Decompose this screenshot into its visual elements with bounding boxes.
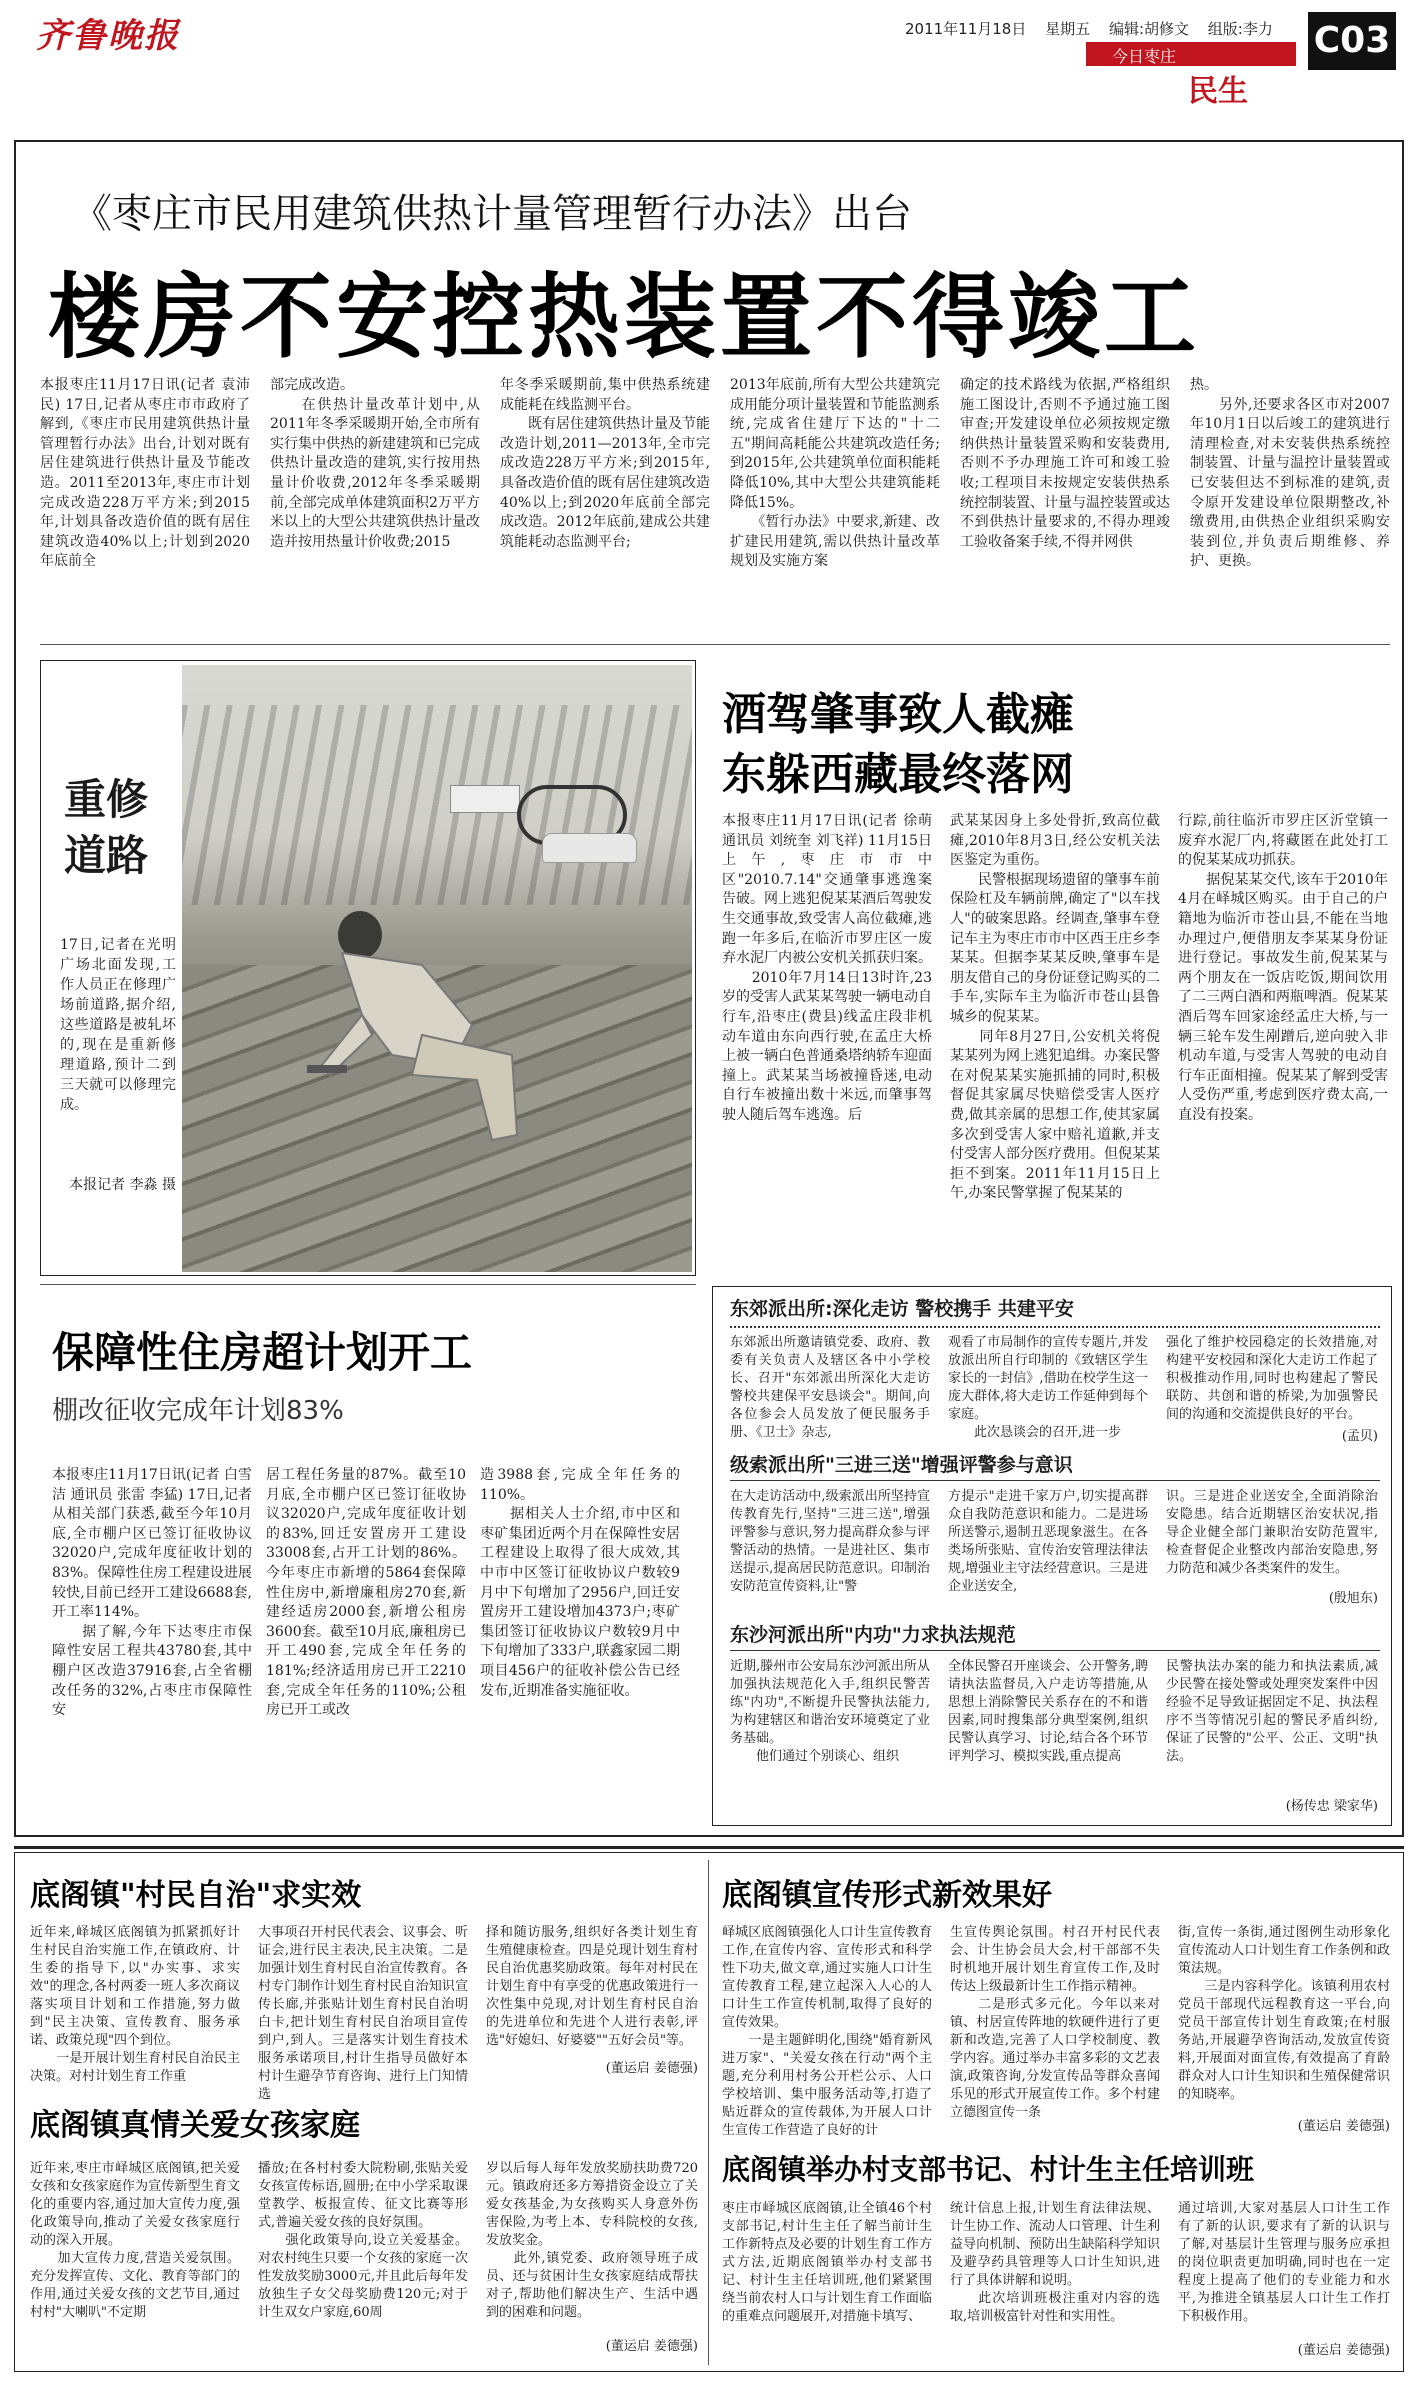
- bottom-c-col-2: 生宣传舆论氛围。村召开村民代表会、计生协会员大会,村干部部不失时机地开展计划生育宣传工作,及时传达上级最新计生工作指示精神。 二是形式多元化。今年以来对镇、村居宣传阵地的软硬件进行了更新和改造,完善了人口学校制度、教学内容。通过举办丰富多彩的文艺表演,政策咨询,分发宣传品等群众喜闻乐见的形式开展宣传工作。多个村建立德图宣传一条: [950, 1925, 1160, 2120]
- police-head-dongjiao: 东郊派出所:深化走访 警校携手 共建平安: [730, 1298, 1074, 1320]
- drunk-headline-line-1: 酒驾肇事致人截瘫: [722, 689, 1074, 740]
- lead-headline: 楼房不安控热装置不得竣工: [48, 264, 1201, 371]
- bottom-b-col-1: 近年来,枣庄市峄城区底阁镇,把关爱女孩和女孩家庭作为宣传新型生育文化的重要内容,通过加大宣传力度,强化政策导向,推动了关爱女孩家庭行动的深入开展。 加大宣传力度,营造关爱氛围。充分发挥宣传、文化、教育等部门的作用,通过关爱女孩的文艺节目,通过村村"大喇叭"不定期: [30, 2161, 240, 2320]
- issue-date: 2011年11月18日: [905, 20, 1027, 38]
- bottom-a-byline: (董运启 姜德强): [605, 2061, 698, 2076]
- housing-col-2: 居工程任务量的87%。截至10月底,全市棚户区已签订征收协议32020户,完成年度征收计划的83%,回迁安置房开工建设33008套,占开工计划的86%。今年枣庄市新增的5864套保障性住房中,新增廉租房270套,新建经适房2000套,新增公租房3600套。截至10月底,廉租房已开工490套,完成全年任务的181%;经济适用房已开工2210套,完成全年任务的110%;公租房已开工或改: [266, 1467, 466, 1719]
- drunk-headline-line-2: 东躲西藏最终落网: [722, 749, 1074, 800]
- photo-story-title: 重修道路: [64, 775, 149, 880]
- bottom-d-byline: (董运启 姜德强): [1297, 2343, 1390, 2358]
- lead-col-1: 本报枣庄11月17日讯(记者 袁沛民) 17日,记者从枣庄市市政府了解到,《枣庄市民用建筑供热计量管理暂行办法》出台,计划对既有居住建筑进行供热计量及节能改造。2011至2013年,枣庄市计划完成改造228万平方米;到2015年,计划具备改造价值的既有居住建筑改造40%以上;计划到2020年底前全: [40, 377, 250, 570]
- editor-credit: 编辑:胡修文: [1108, 20, 1189, 38]
- photo-worker: [302, 905, 532, 1155]
- bottom-column-divider: [708, 1860, 709, 2365]
- photo-caption: 17日,记者在光明广场北面发现,工作人员正在修理广场前道路,据介绍,这些道路是被轧坏的,现在是重新修理道路,预计二到三天就可以修理完成。: [60, 937, 176, 1113]
- photo-car: [542, 833, 637, 863]
- police-dongshahe-col-3: 民警执法办案的能力和执法素质,减少民警在接处警或处理突发案件中因经验不足导致证据固定不足、执法程序不当等情况引起的警民矛盾纠纷,保证了民警的"公平、公正、文明"执法。: [1166, 1659, 1378, 1764]
- edition-bar: 今日枣庄: [1086, 42, 1296, 66]
- bottom-d-col-3: 通过培训,大家对基层人口计生工作有了新的认识,要求有了新的认识与了解,对基层计生管理与服务应承担的岗位职责更加明确,同时也在一定程度上提高了他们的专业能力和水平,为推进全镇基层人口计生工作打下积极作用。: [1178, 2201, 1390, 2324]
- police-dongjiao-col-3: 强化了维护校园稳定的长效措施,对构建平安校园和深化大走访工作起了积极推动作用,同时也构建起了警民联防、共创和谐的桥梁,为加强警民间的沟通和交流提供良好的平台。: [1166, 1335, 1378, 1422]
- news-photo-road-repair: [182, 665, 692, 1272]
- issue-meta: [905, 18, 1287, 39]
- police-dongshahe-col-1: 近期,滕州市公安局东沙河派出所从加强执法规范化入手,组织民警苦练"内功",不断提升民警执法能力,为构建辖区和谐治安环境奠定了业务基础。 他们通过个别谈心、组织: [730, 1659, 930, 1764]
- police-underline-3: [730, 1650, 1380, 1651]
- drunk-col-2: 武某某因身上多处骨折,致高位截瘫,2010年8月3日,经公安机关法医鉴定为重伤。 民警根据现场遗留的肇事车前保险杠及车辆前牌,确定了"以车找人"的破案思路。经调查,肇事车登记车主为枣庄市市中区西王庄乡李某某。但据李某某反映,肇事车是朋友借自己的身份证登记购买的二手车,实际车主为临沂市苍山县鲁城乡的倪某某。 同年8月27日,公安机关将倪某某列为网上逃犯追缉。办案民警在对倪某某实施抓捕的同时,积极督促其家属尽快赔偿受害人医疗费,做其亲属的思想工作,使其家属多次到受害人家中赔礼道歉,并支付受害人部分医疗费用。但倪某某拒不到案。2011年11月15日上午,办案民警掌握了倪某某的: [950, 813, 1160, 1202]
- bottom-c-col-1: 峄城区底阁镇强化人口计生宣传教育工作,在宣传内容、宣传形式和科学性下功夫,做文章,通过实施人口计生宣传教育工程,建立起深入人心的人口计生工作宣传机制,取得了良好的宣传效果。 一是主题鲜明化,围绕"婚育新风进万家"、"关爱女孩在行动"两个主题,充分利用村务公开栏公示、人口学校培训、集中服务活动等,打造了贴近群众的宣传载体,为开展人口计生宣传工作营造了良好的计: [722, 1925, 932, 2138]
- photo-credit: 本报记者 李淼 摄: [69, 1177, 176, 1193]
- bottom-a-headline: 底阁镇"村民自治"求实效: [30, 1878, 362, 1913]
- page-number: C03: [1308, 12, 1396, 70]
- bottom-d-col-2: 统计信息上报,计划生育法律法规、计生协工作、流动人口管理、计生利益导向机制、预防出生缺陷科学知识及避孕药具管理等人口计生知识,进行了具体讲解和说明。 此次培训班极注重对内容的选取,培训极富针对性和实用性。: [950, 2201, 1160, 2324]
- lead-col-6: 热。 另外,还要求各区市对2007年10月1日以后竣工的建筑进行清理检查,对未安装供热系统控制装置、计量与温控计量装置或已安装但达不到标准的建筑,责令原开发建设单位限期整改,补缴费用,由供热企业组织采购安装到位,并负责后期维修、养护、更换。: [1190, 377, 1390, 570]
- bottom-b-col-3: 岁以后每人每年发放奖励扶助费720元。镇政府还多方筹措资金设立了关爱女孩基金,为女孩购买人身意外伤害保险,为考上本、专科院校的女孩,发放奖金。 此外,镇党委、政府领导班子成员、还与贫困计生女孩家庭结成帮扶对子,帮助他们解决生产、生活中遇到的困难和问题。: [486, 2161, 698, 2320]
- bottom-a-col-2: 大事项召开村民代表会、议事会、听证会,进行民主表决,民主决策。二是加强计划生育村民自治宣传教育。各村专门制作计划生育村民自治知识宣传长廊,并张贴计划生育村民自治明白卡,把计划生育村民自治项目宣传到户,到人。三是落实计划生育技术服务承诺项目,村计生指导员做好本村计生避孕节育咨询、进行上门知情选: [258, 1925, 468, 2102]
- lead-col-2: 部完成改造。 在供热计量改革计划中,从2011年冬季采暖期开始,全市所有实行集中供热的新建建筑和已完成供热计量改造的建筑,实行按用热量计价收费,2012年冬季采暖期前,全部完成单体建筑面积2万平方米以上的大型公共建筑供热计量改造并按用热量计价收费;2015: [270, 377, 480, 550]
- bottom-top-rule: [14, 1846, 1404, 1849]
- bottom-b-headline: 底阁镇真情关爱女孩家庭: [30, 2108, 360, 2143]
- police-dongjiao-col-1: 东郊派出所邀请镇党委、政府、教委有关负责人及辖区各中小学校长、召开"东郊派出所深化大走访警校共建保平安恳谈会"。期间,向各位参会人员发放了便民服务手册、《卫士》杂志,: [730, 1335, 930, 1440]
- section-name: 民生: [1188, 74, 1248, 109]
- housing-top-rule: [40, 1284, 696, 1285]
- housing-headline: 保障性住房超计划开工: [52, 1328, 473, 1377]
- police-jisuo-col-2: 方提示"走进千家万户,切实提高群众自我防范意识和能力。二是进场所送警示,遏制丑恶现象滋生。在各类场所张贴、宣传治安管理法律法规,增强业主守法经营意识。三是进企业送安全,: [948, 1489, 1148, 1594]
- bottom-d-headline: 底阁镇举办村支部书记、村计生主任培训班: [722, 2153, 1255, 2186]
- police-jisuo-col-3: 识。三是进企业送安全,全面消除治安隐患。结合近期辖区治安状况,指导企业健全部门兼职治安防范置牢,检查督促企业整改内部治安隐患,努力防范和减少各类案件的发生。: [1166, 1489, 1378, 1576]
- newspaper-logo: 齐鲁晚报: [36, 16, 180, 56]
- masthead: [0, 0, 1417, 115]
- housing-subhead: 棚改征收完成年计划83%: [52, 1396, 344, 1426]
- lead-kicker: 《枣庄市民用建筑供热计量管理暂行办法》出台: [72, 191, 912, 237]
- lead-divider: [40, 644, 1390, 645]
- bottom-a-col-1: 近年来,峄城区底阁镇为抓紧抓好计生村民自治实施工作,在镇政府、计生委的指导下,以"办实事、求实效"的理念,各村两委一班人多次商议落实项目计划和工作措施,努力做到"民主决策、宣传教育、服务承诺、政策兑现"四个到位。 一是开展计划生育村民自治民主决策。对村计划生育工作重: [30, 1925, 240, 2084]
- police-dongshahe-byline: (杨传忠 梁家华): [1285, 1799, 1378, 1814]
- police-dongjiao-byline: (孟贝): [1341, 1429, 1378, 1444]
- police-head-jisuo: 级索派出所"三进三送"增强评警参与意识: [730, 1454, 1073, 1476]
- bottom-d-col-1: 枣庄市峄城区底阁镇,让全镇46个村支部书记,村计生主任了解当前计生工作新特点及必要的计划生育工作方式方法,近期底阁镇举办村支部书记、村计生主任培训班,他们紧紧围绕当前农村人口与计划生育工作面临的重难点问题展开,对措施卡填写、: [722, 2201, 932, 2324]
- police-underline-2: [730, 1480, 1380, 1481]
- housing-col-3: 造3988套,完成全年任务的110%。 据相关人士介绍,市中区和枣矿集团近两个月在保障性安居工程建设上取得了很大成效,其中市中区签订征收协议户数较9月中下旬增加了2956户,回迁安置房开工建设增加4373户;枣矿集团签订征收协议户数较9月中下旬增加了333户,联鑫家园二期项目456户的征收补偿公告已经发布,近期准备实施征收。: [480, 1467, 680, 1699]
- layout-credit: 组版:李力: [1207, 20, 1273, 38]
- photo-sign: [450, 785, 520, 813]
- lead-col-3: 年冬季采暖期前,集中供热系统建成能耗在线监测平台。 既有居住建筑供热计量及节能改造计划,2011—2013年,全市完成改造228万平方米;到2015年,具备改造价值的既有居住建筑改造40%以上;到2020年底前全部完成改造。2012年底前,建成公共建筑能耗动态监测平台;: [500, 377, 710, 550]
- housing-col-1: 本报枣庄11月17日讯(记者 白雪洁 通讯员 张雷 李猛) 17日,记者从相关部门获悉,截至今年10月底,全市棚户区已签订征收协议32020户,完成年度征收计划的83%。保障性住房工程建设进展较快,目前已经开工建设6688套,开工率114%。 据了解,今年下达枣庄市保障性安居工程共43780套,其中棚户区改造37916套,占全省棚改任务的32%,占枣庄市保障性安: [52, 1467, 252, 1719]
- police-dongshahe-col-2: 全体民警召开座谈会、公开警务,聘请执法监督员,入户走访等措施,从思想上消除警民关系存在的不和谐因素,同时搜集部分典型案例,组织民警认真学习、讨论,结合各个环节评判学习、模拟实践,重点提高: [948, 1659, 1148, 1764]
- police-dongjiao-col-2: 观看了市局制作的宣传专题片,并发放派出所自行印制的《致辖区学生家长的一封信》,借助在校学生这一庞大群体,将大走访工作延伸到每个家庭。 此次恳谈会的召开,进一步: [948, 1335, 1148, 1440]
- bottom-c-byline: (董运启 姜德强): [1297, 2119, 1390, 2134]
- police-jisuo-byline: (殷旭东): [1328, 1591, 1378, 1606]
- bottom-b-byline: (董运启 姜德强): [605, 2339, 698, 2354]
- issue-weekday: 星期五: [1045, 20, 1091, 38]
- bottom-a-col-3: 择和随访服务,组织好各类计划生育生殖健康检查。四是兑现计划生育村民自治优惠奖励政策。每年对村民在计划生育中有享受的优惠政策进行一次性集中兑现,对计划生育村民自治的先进单位和先进个人进行表彰,评选"好媳妇、好婆婆""五好会员"等。: [486, 1925, 698, 2048]
- bottom-c-col-3: 街,宣传一条街,通过图例生动形象化宣传流动人口计划生育工作条例和政策法规。 三是内容科学化。该镇利用农村党员干部现代远程教育这一平台,向党员干部宣传计划生育政策;在村服务站,开展避孕咨询活动,发放宣传资料,开展面对面宣传,有效提高了育龄群众对人口计生知识和生殖保健常识的知晓率。: [1178, 1925, 1390, 2102]
- lead-col-5: 确定的技术路线为依据,严格组织施工图设计,否则不予通过施工图审查;开发建设单位必须按规定缴纳供热计量装置采购和安装费用,否则不予办理施工许可和竣工验收;工程项目未按规定安装供热系统控制装置、计量与温控装置或达不到供热计量要求的,不得办理竣工验收备案手续,不得并网供: [960, 377, 1170, 550]
- drunk-col-1: 本报枣庄11月17日讯(记者 徐萌 通讯员 刘统奎 刘飞祥) 11月15日上午,枣庄市市中区"2010.7.14"交通肇事逃逸案告破。网上逃犯倪某某酒后驾驶发生交通事故,致受害人高位截瘫,逃跑一年多后,在临沂市罗庄区一废弃水泥厂内被公安机关抓获归案。 2010年7月14日13时许,23岁的受害人武某某驾驶一辆电动自行车,沿枣庄(费县)线孟庄段非机动车道由东向西行驶,在孟庄大桥上被一辆白色普通桑塔纳轿车迎面撞上。武某某当场被撞昏迷,电动自行车被撞出数十米远,而肇事驾驶人随后驾车逃逸。后: [722, 813, 932, 1123]
- police-head-dongshahe: 东沙河派出所"内功"力求执法规范: [730, 1624, 1016, 1646]
- drunk-col-3: 行踪,前往临沂市罗庄区沂堂镇一废弃水泥厂内,将藏匿在此处打工的倪某某成功抓获。 据倪某某交代,该车于2010年4月在峄城区购买。由于自己的户籍地为临沂市苍山县,不能在当地办理过户,便借朋友李某某身份证进行登记。事故发生前,倪某某与两个朋友在一饭店吃饭,期间饮用了二三两白酒和两瓶啤酒。倪某某酒后驾车回家途经孟庄大桥,与一辆三轮车发生剐蹭后,逆向驶入非机动车道,与受害人驾驶的电动自行车正面相撞。倪某某了解到受害人受伤严重,考虑到医疗费太高,一直没有投案。: [1178, 813, 1388, 1123]
- lead-col-4: 2013年底前,所有大型公共建筑完成用能分项计量装置和节能监测系统,完成省住建厅下达的"十二五"期间高耗能公共建筑改造任务;到2015年,公共建筑单位面积能耗降低10%,其中大型公共建筑能耗降低15%。 《暂行办法》中要求,新建、改扩建民用建筑,需以供热计量改革规划及实施方案: [730, 377, 940, 570]
- bottom-c-headline: 底阁镇宣传形式新效果好: [722, 1878, 1052, 1913]
- police-dots-1: [730, 1326, 1380, 1328]
- police-jisuo-col-1: 在大走访活动中,级索派出所坚持宣传教育先行,坚持"三进三送",增强评警参与意识,努力提高群众参与评警活动的热情。一是进社区、集市送提示,提高居民防范意识。印制治安防范宣传资料,让"警: [730, 1489, 930, 1594]
- bottom-b-col-2: 播放;在各村村委大院粉刷,张贴关爱女孩宣传标语,圆册;在中小学采取课堂教学、板报宣传、征文比赛等形式,普遍关爱女孩的良好氛围。 强化政策导向,设立关爱基金。对农村纯生只要一个女孩的家庭一次性发放奖励3000元,并且此后每年发放独生子女父母奖励费120元;对于计生双女户家庭,60周: [258, 2161, 468, 2320]
